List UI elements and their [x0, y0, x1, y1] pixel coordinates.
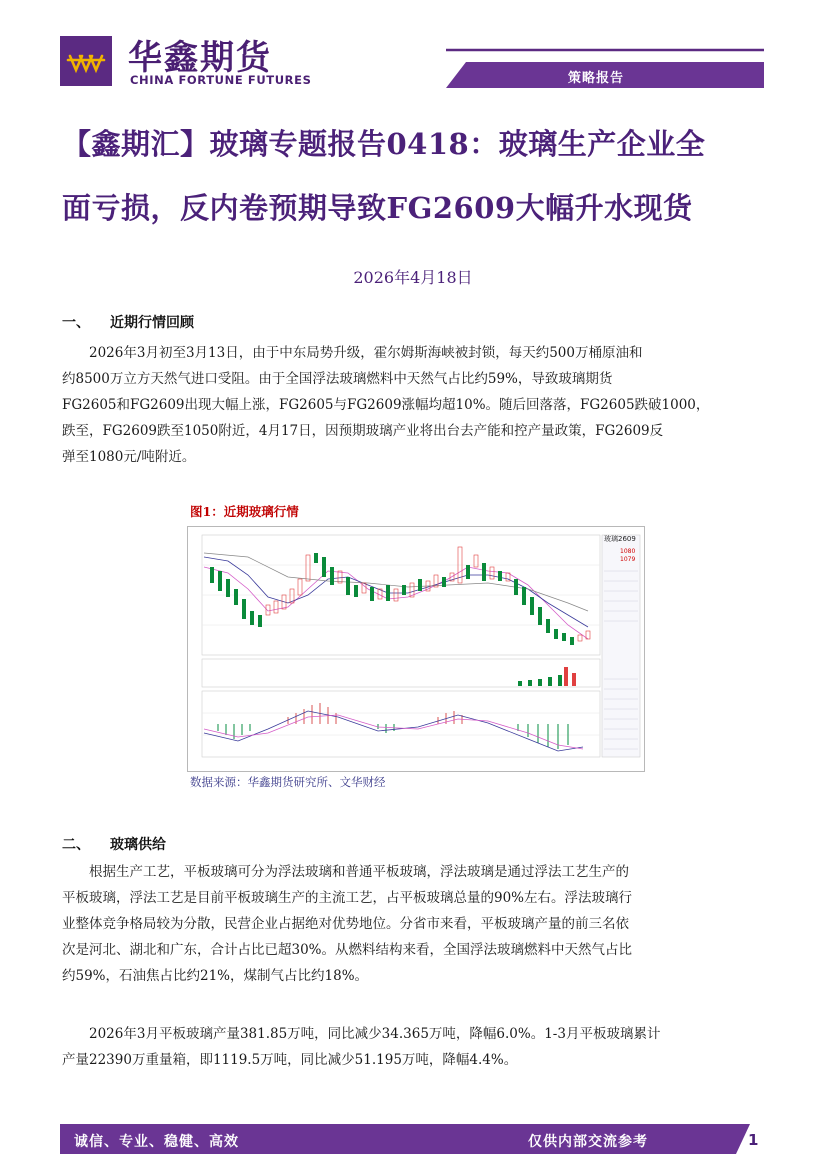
- section-number: 一、: [62, 315, 90, 331]
- logo-text-en: CHINA FORTUNE FUTURES: [130, 73, 312, 87]
- section-title: 玻璃供给: [110, 837, 166, 853]
- report-title-line-1: 【鑫期汇】玻璃专题报告0418：玻璃生产企业全: [62, 127, 706, 161]
- footer-notice: 仅供内部交流参考: [528, 1134, 648, 1150]
- paragraph-line: 2026年3月初至3月13日，由于中东局势升级，霍尔姆斯海峡被封锁，每天约500万桶原油和: [89, 345, 643, 361]
- report-date: 2026年4月18日: [353, 268, 473, 287]
- figure-caption: 图1：近期玻璃行情: [190, 504, 299, 519]
- paragraph-line: 产量22390万重量箱，即1119.5万吨，同比减少51.195万吨，降幅4.4%。: [62, 1052, 518, 1068]
- section-number: 二、: [62, 837, 90, 853]
- paragraph-line: FG2605和FG2609出现大幅上涨，FG2605与FG2609涨幅均超10%。随后回落落，FG2605跌破1000，: [62, 397, 710, 413]
- report-type-label: 策略报告: [568, 71, 625, 86]
- paragraph-line: 根据生产工艺，平板玻璃可分为浮法玻璃和普通平板玻璃，浮法玻璃是通过浮法工艺生产的: [89, 864, 629, 880]
- report-title-line-2: 面亏损，反内卷预期导致FG2609大幅升水现货: [62, 191, 693, 225]
- paragraph-line: 跌至，FG2609跌至1050附近，4月17日，因预期玻璃产业将出台去产能和控产量政策，FG2609反: [62, 423, 664, 439]
- price-chart-figure: [187, 526, 645, 772]
- section-title: 近期行情回顾: [110, 315, 194, 331]
- section-1-paragraph: [62, 340, 766, 470]
- logo-text-cn: 华鑫期货: [128, 38, 272, 78]
- quote-price: 1079: [620, 556, 636, 563]
- footer-motto: 诚信、专业、稳健、高效: [74, 1134, 239, 1150]
- section-2-paragraph-1: [62, 859, 766, 989]
- page-number: 1: [748, 1131, 759, 1149]
- paragraph-line: 弹至1080元/吨附近。: [62, 449, 196, 465]
- candlestick-chart: [188, 527, 644, 771]
- paragraph-line: 业整体竞争格局较为分散，民营企业占据绝对优势地位。分省市来看，平板玻璃产量的前三名依: [62, 916, 629, 932]
- paragraph-line: 约8500万立方天然气进口受阻。由于全国浮法玻璃燃料中天然气占比约59%，导致玻璃期货: [62, 371, 613, 387]
- section-2-paragraph-2: [62, 1021, 766, 1073]
- company-logo-icon: [60, 36, 112, 86]
- section-heading-2: [62, 834, 166, 854]
- paragraph-line: 平板玻璃，浮法工艺是目前平板玻璃生产的主流工艺，占平板玻璃总量的90%左右。浮法玻璃行: [62, 890, 633, 906]
- quote-symbol: 玻璃2609: [604, 535, 636, 543]
- section-heading-1: [62, 312, 194, 332]
- figure-source: 数据来源：华鑫期货研究所、文华财经: [190, 775, 386, 789]
- quote-price: 1080: [620, 548, 636, 555]
- paragraph-line: 次是河北、湖北和广东，合计占比已超30%。从燃料结构来看，全国浮法玻璃燃料中天然气占比: [62, 942, 633, 958]
- paragraph-line: 2026年3月平板玻璃产量381.85万吨，同比减少34.365万吨，降幅6.0%。1-3月平板玻璃累计: [89, 1026, 661, 1042]
- paragraph-line: 约59%，石油焦占比约21%，煤制气占比约18%。: [62, 968, 369, 984]
